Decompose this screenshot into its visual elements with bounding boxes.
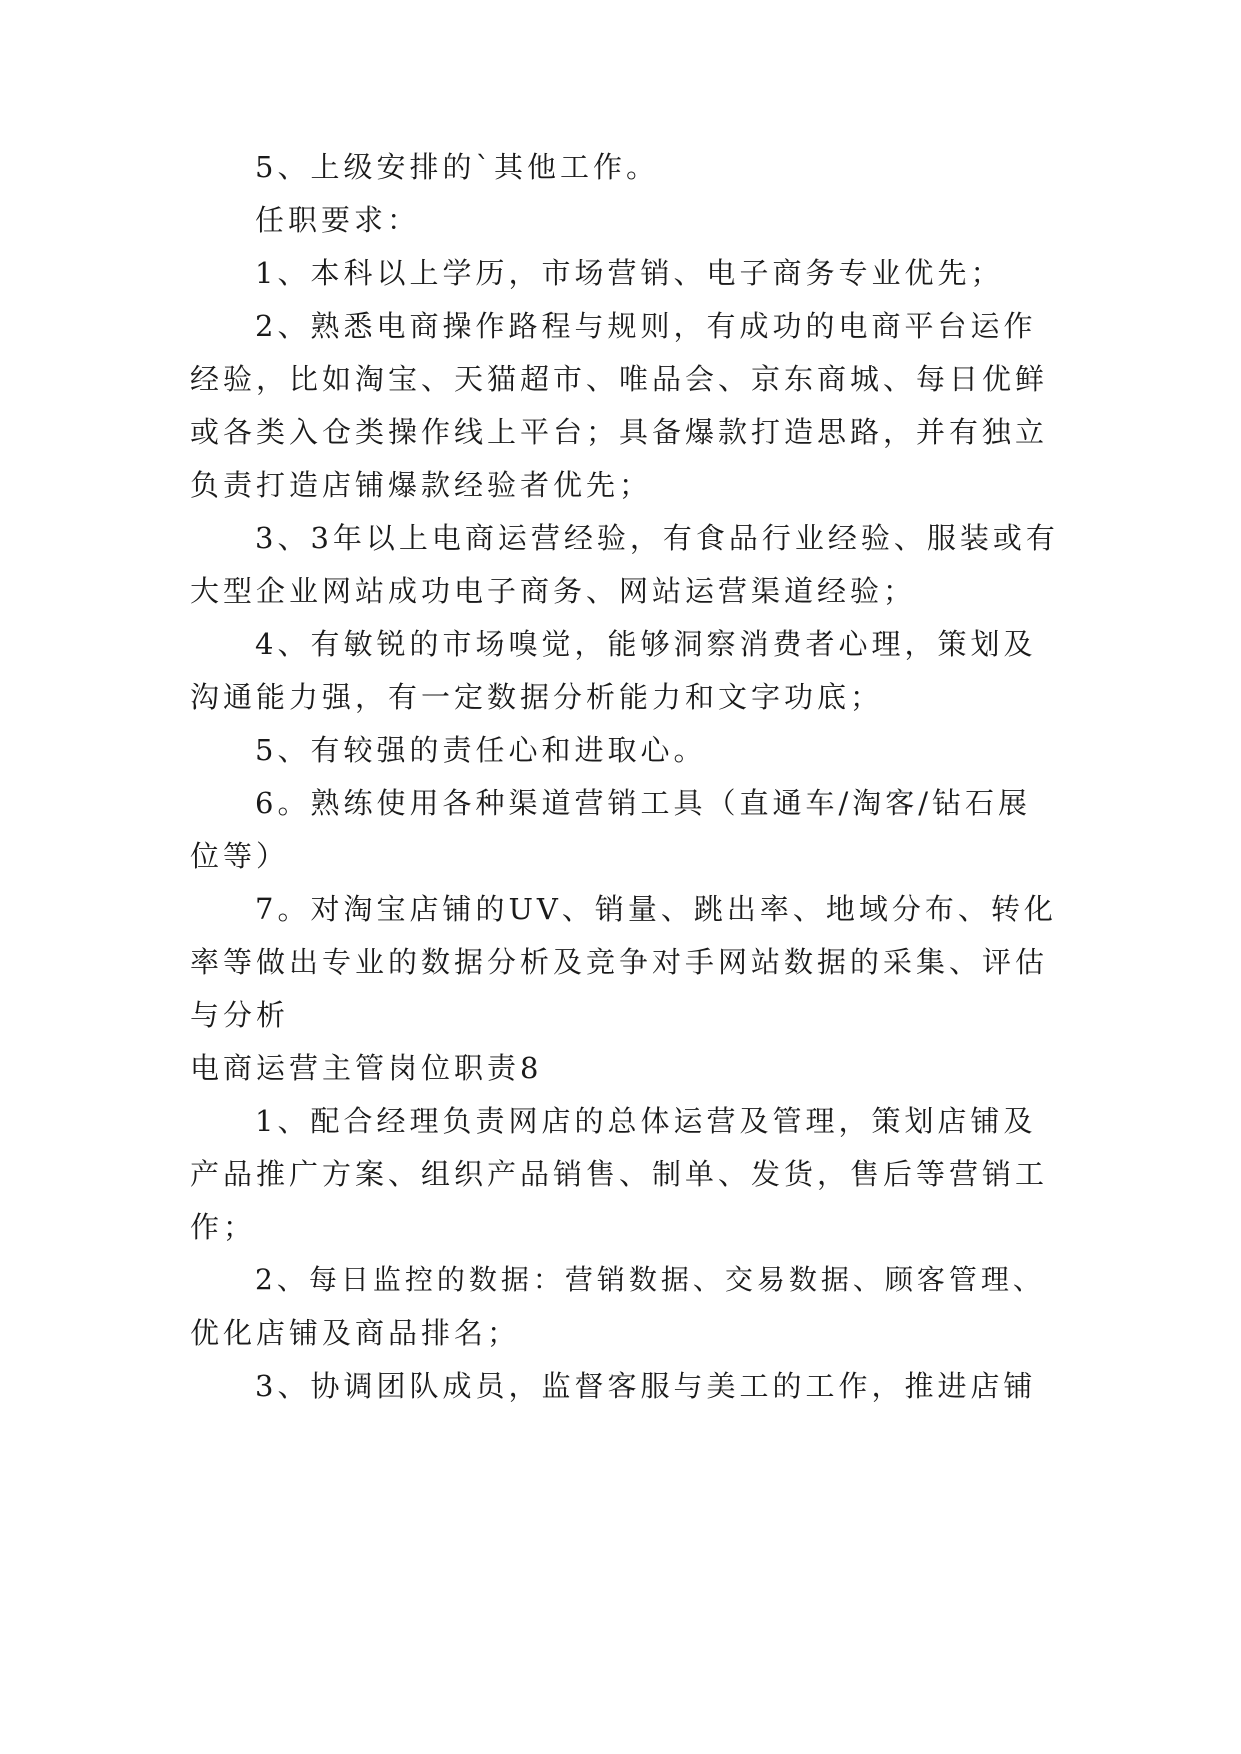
text-line: 7。对淘宝店铺的UV、销量、跳出率、地域分布、转化 — [255, 892, 1057, 926]
text-line: 5、有较强的责任心和进取心。 — [255, 733, 707, 767]
text-line: 1、配合经理负责网店的总体运营及管理，策划店铺及 — [255, 1104, 1037, 1138]
text-line: 4、有敏锐的市场嗅觉，能够洞察消费者心理，策划及 — [255, 627, 1037, 661]
text-line: 2、熟悉电商操作路程与规则，有成功的电商平台运作 — [255, 309, 1037, 343]
text-line: 5、上级安排的`其他工作。 — [255, 150, 659, 184]
text-line: 大型企业网站成功电子商务、网站运营渠道经验； — [190, 574, 917, 608]
text-line: 沟通能力强，有一定数据分析能力和文字功底； — [190, 680, 884, 714]
text-line: 3、协调团队成员，监督客服与美工的工作，推进店铺 — [255, 1369, 1037, 1403]
text-line: 2、每日监控的数据：营销数据、交易数据、顾客管理、 — [255, 1263, 1045, 1296]
text-line: 产品推广方案、组织产品销售、制单、发货，售后等营销工 — [190, 1157, 1049, 1191]
text-line: 1、本科以上学历，市场营销、电子商务专业优先； — [255, 256, 1004, 290]
text-line: 负责打造店铺爆款经验者优先； — [190, 468, 653, 502]
text-line: 率等做出专业的数据分析及竞争对手网站数据的采集、评估 — [190, 945, 1049, 979]
section-title: 电商运营主管岗位职责8 — [190, 1051, 543, 1085]
text-line: 或各类入仓类操作线上平台；具备爆款打造思路，并有独立 — [190, 415, 1049, 449]
text-line: 作； — [190, 1210, 257, 1244]
section-heading: 任职要求： — [255, 203, 421, 237]
text-line: 位等） — [190, 839, 290, 873]
text-line: 经验，比如淘宝、天猫超市、唯品会、京东商城、每日优鲜 — [190, 362, 1049, 396]
text-line: 6。熟练使用各种渠道营销工具（直通车/淘客/钻石展 — [255, 786, 1031, 820]
text-line: 优化店铺及商品排名； — [190, 1316, 521, 1350]
text-line: 与分析 — [190, 998, 290, 1032]
text-line: 3、3年以上电商运营经验，有食品行业经验、服装或有 — [255, 521, 1059, 555]
